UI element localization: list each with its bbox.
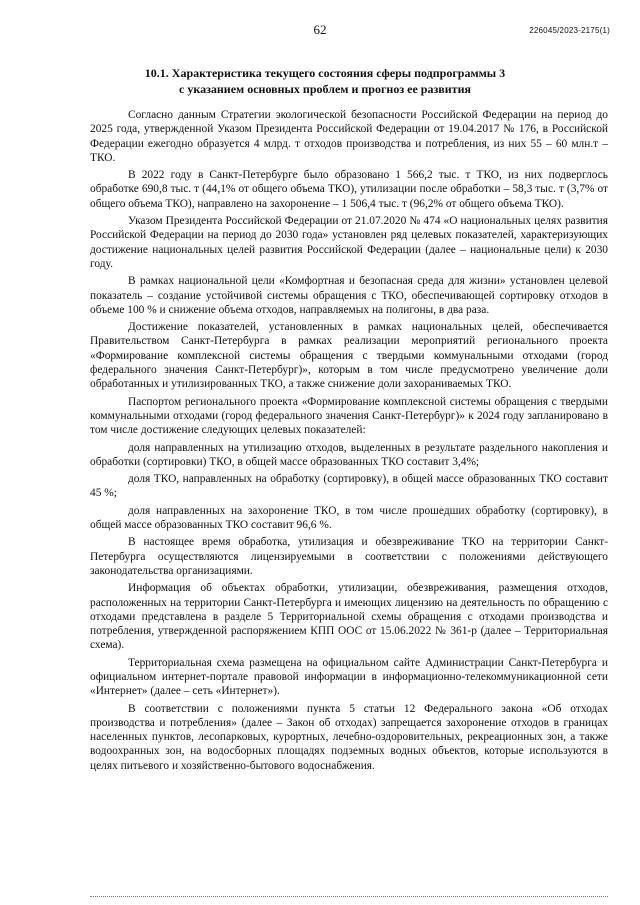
section-title [90, 65, 560, 97]
paragraph-territorial-scheme: Территориальная схема размещена на официальном сайте Администрации Санкт-Петербурга и официальном интернет-портале правовой информации в информационно-телекоммуникационной сети «Интернет» (далее – сеть «Интернет»). [90, 656, 608, 698]
paragraph-licensed-organizations: В настоящее время обработка, утилизация и обезвреживание ТКО на территории Санкт-Петербурга осуществляются лицензируемыми в соответствии с положениями действующего законодательства организациями. [90, 536, 608, 577]
page-bottom-divider [90, 896, 608, 898]
paragraph-target-landfill: доля направленных на захоронение ТКО, в том числе прошедших обработку (сортировку), в общей массе образованных ТКО составит 96,6 %. [90, 504, 608, 532]
document-code: 226045/2023-2175(1) [529, 26, 610, 35]
paragraph-national-goal: В рамках национальной цели «Комфортная и безопасная среда для жизни» установлен целевой показатель – создание устойчивой системы обращения с ТКО, обеспечивающей сортировку отходов в объеме 100 % и снижение объема отходов, направляемых на полигоны, в два раза. [90, 275, 608, 316]
paragraph-presidential-decree: Указом Президента Российской Федерации от 21.07.2020 № 474 «О национальных целях развития Российской Федерации на период до 2030 года» установлен ряд целевых показателей, характеризующих достижение национальных целей развития Российской Федерации (далее – национальные цели) к 2030 году. [90, 215, 608, 270]
paragraph-facilities-info: Информация об объектах обработки, утилизации, обезвреживания, размещения отходов, расположенных на территории Санкт-Петербурга и имеющих лицензию на деятельность по обращению с отходами представлена в разделе 5 Территориальной схемы обращения с отходами производства и потребления, утвержденной распоряжением КПП ООС от 15.06.2022 № 361-р (далее – Территориальная схема). [90, 582, 608, 652]
paragraph-target-sorting: доля ТКО, направленных на обработку (сортировку), в общей массе образованных ТКО составит 45 %; [90, 473, 608, 500]
paragraph-2022-volumes: В 2022 году в Санкт-Петербурге было образовано 1 566,2 тыс. т ТКО, из них подверглось обработке 690,8 тыс. т (44,1% от общего объема ТКО), утилизации после обработки – 58,3 тыс. т (3,7% от общего объема ТКО), направлено на захоронение – 1 506,4 тыс. т (96,2% от общего объема ТКО). [90, 169, 608, 210]
paragraph-strategy: Согласно данным Стратегии экологической безопасности Российской Федерации на период до 2025 года, утвержденной Указом Президента Российской Федерации от 19.04.2017 № 176, в Российской Федерации ежегодно образуется 4 млрд. т отходов производства и потребления, из них 55 – 60 млн.т – ТКО. [90, 109, 608, 164]
paragraph-project-passport: Паспортом регионального проекта «Формирование комплексной системы обращения с твердыми коммунальными отходами (город федерального значения Санкт-Петербург)» к 2024 году запланировано в том числе достижение следующих целевых показателей: [90, 395, 608, 437]
section-title-line-2: с указанием основных проблем и прогноз ее развития [179, 82, 471, 96]
section-title-line-1: 10.1. Характеристика текущего состояния сферы подпрограммы 3 [144, 66, 506, 80]
document-body [90, 108, 608, 776]
paragraph-target-recycling: доля направленных на утилизацию отходов, выделенных в результате раздельного накопления и обработки (сортировки) ТКО, в общей массе образованных ТКО составит 3,4%; [90, 441, 608, 468]
paragraph-waste-law: В соответствии с положениями пункта 5 статьи 12 Федерального закона «Об отходах производства и потребления» (далее – Закон об отходах) запрещается захоронение отходов в границах населенных пунктов, лесопарковых, курортных, лечебно-оздоровительных, рекреационных зон, а также водоохранных зон, на водосборных площадях подземных водных объектов, которые используются в целях питьевого и хозяйственно-бытового водоснабжения. [90, 702, 608, 772]
page-number: 62 [313, 22, 327, 37]
paragraph-regional-project: Достижение показателей, установленных в рамках национальных целей, обеспечивается Правительством Санкт-Петербурга в рамках реализации мероприятий регионального проекта «Формирование комплексной системы обращения с твердыми коммунальными отходами (город федерального значения Санкт-Петербург)», которым в том числе предусмотрено увеличение доли обработанных и утилизированных ТКО, а также снижение доли захораниваемых ТКО. [90, 321, 608, 391]
